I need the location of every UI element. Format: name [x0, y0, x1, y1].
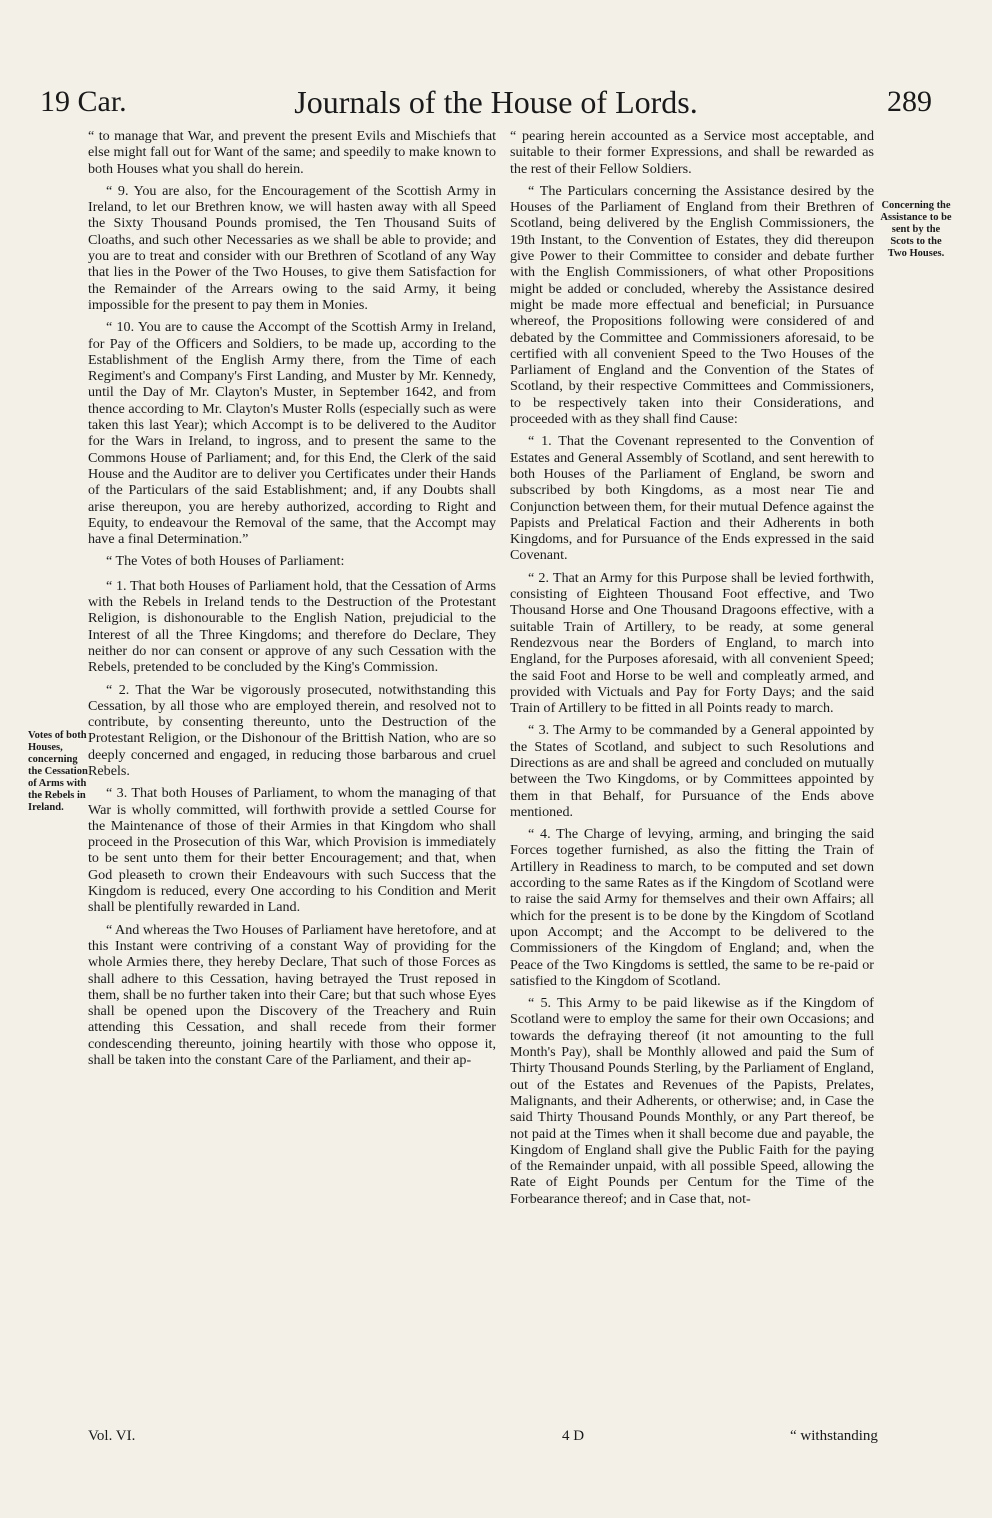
- paragraph: “ 1. That the Covenant represented to the Convention of Estates and General Assembly of Scotland, and sent herewith to both Houses of the Parliament of England, be sworn and subscribed by both Kingdoms, as a most near Tie and Conjunction between them, for their mutual Defence against the Papists and Prelatical Faction and their Adherents in both Kingdoms, and for Pursuance of the Ends expressed in the said Covenant.: [510, 433, 874, 564]
- paragraph: “ 9. You are also, for the Encouragement of the Scottish Army in Ireland, to let our Brethren know, we will hasten away with all Speed the Sixty Thousand Pounds promised, the Ten Thousand Suits of Cloaths, and such other Necessaries as we shall be able to provide; and you are to treat and consider with our Brethren of Scotland of any Way that lies in the Power of the Two Houses, to give them Satisfaction for the Remainder of the Arrears owing to the said Army, it being impossible for the present to pay them in Monies.: [88, 182, 496, 313]
- page-title: Journals of the House of Lords.: [294, 84, 698, 120]
- paragraph: “ pearing herein accounted as a Service most acceptable, and suitable to their former Expressions, and shall be rewarded as the rest of their Fellow Soldiers.: [510, 128, 874, 177]
- margin-note-assistance: Concerning the Assistance to be sent by the Scots to the Two Houses.: [880, 200, 952, 259]
- paragraph: “ 10. You are to cause the Accompt of the Scottish Army in Ireland, for Pay of the Officers and Soldiers, to be made up, according to the Establishment of the English Army there, from the Time of each Regiment's and Company's First Landing, and Muster by Mr. Kennedy, until the Day of Mr. Clayton's Muster, in September 1642, and from thence according to Mr. Clayton's Muster Rolls (especially such as were taken this last Year); which Accompt is to be delivered to the Auditor for the Wars in Ireland, to ingross, and to present the same to the Commons House of Parliament; and, for this End, the Clerk of the said House and the Auditor are to deliver you Certificates under their Hands of the Particulars of the said Establishment; and, if any Doubts shall arise thereupon, you are hereby authorized, according to Right and Equity, to endeavour the Removal of the same, that the Accompt may have a final Determination.”: [88, 319, 496, 548]
- paragraph: “ 1. That both Houses of Parliament hold, that the Cessation of Arms with the Rebels in Ireland tends to the Destruction of the Protestant Religion, is dishonourable to the English Nation, prejudicial to the Interest of all the Three Kingdoms; and therefore do Declare, They neither do nor can consent or approve of any such Cessation with the Rebels, pretended to be concluded by the King's Commission.: [88, 577, 496, 676]
- paragraph: “ 4. The Charge of levying, arming, and bringing the said Forces together furnished, as also the fitting the Train of Artillery in Readiness to march, to be computed and set down according to the same Rates as if the Kingdom of Scotland were to raise the said Army for themselves and their own Affairs; all which for the present is to be done by the Kingdom of Scotland upon Accompt; and the Accompt to be delivered to the Commissioners of the Kingdom of England; and, when the Peace of the Two Kingdoms is settled, the same to be re-paid or satisfied to the Kingdom of Scotland.: [510, 826, 874, 989]
- header-regnal-year: 19 Car.: [40, 85, 127, 118]
- signature-mark: 4 D: [562, 1428, 585, 1444]
- paragraph: “ 2. That the War be vigorously prosecuted, notwithstanding this Cessation, by all those who are employed therein, and resolved not to contribute, by consenting thereunto, unto the Destruction of the Protestant Religion, or the Dishonour of the Brittish Nation, who are so deeply concerned and engaged, in reducing those barbarous and cruel Rebels.: [88, 681, 496, 779]
- right-column: [510, 128, 874, 1428]
- votes-heading: “ The Votes of both Houses of Parliament:: [106, 553, 345, 570]
- paragraph: “ And whereas the Two Houses of Parliament have heretofore, and at this Instant were contriving of a constant Way of providing for the whole Armies there, they hereby Declare, That such of those Forces as shall adhere to this Cessation, having betrayed the Trust reposed in them, shall be no further taken into their Care; but that such whose Eyes shall be opened upon the Discovery of the Treachery and Ruin attending this Cessation, and shall recede from their former condescending thereunto, joining heartily with those who oppose it, shall be taken into the constant Care of the Parliament, and their ap-: [88, 921, 496, 1069]
- paragraph: “ 3. The Army to be commanded by a General appointed by the States of Scotland, and subject to such Resolutions and Directions as are and shall be agreed and concluded on mutually between the Two Kingdoms, or by Committees appointed by them in that Behalf, for Pursuance of the Ends above mentioned.: [510, 722, 874, 820]
- paragraph: “ to manage that War, and prevent the present Evils and Mischiefs that else might fall out for Want of the same; and speedily to make known to both Houses what you shall do herein.: [88, 128, 496, 177]
- page-number: 289: [887, 85, 932, 118]
- paragraph: “ 2. That an Army for this Purpose shall be levied forthwith, consisting of Eighteen Thousand Foot effective, and Two Thousand Horse and One Thousand Dragoons effective, with a suitable Train of Artillery, to be ready, at some general Rendezvous near the Borders of England, to march into England, for the Purposes aforesaid, with all convenient Speed; the said Foot and Horse to be well and compleatly armed, and provided with Victuals and Pay for Forty Days; and the said Train of Artillery to be fitted in all Points ready to march.: [510, 569, 874, 717]
- catchword: “ withstanding: [790, 1428, 878, 1444]
- paragraph: “ The Particulars concerning the Assistance desired by the Houses of the Parliament of England from their Brethren of Scotland, being delivered by the English Commissioners, the 19th Instant, to the Convention of Estates, they did thereupon give Power to their Committee to consider and debate further with the English Commissioners, of what other Propositions might be added or concluded, whereby the Assistance desired might be made more effectual and beneficial; in Pursuance whereof, the Propositions following were considered of and debated by the Committee and Commissioners aforesaid, to be certified with all convenient Speed to the Two Houses of the Parliament of England and the Convention of the States of Scotland, by their respective Committees and Commissioners, to be respectively taken into their Considerations, and proceeded with as they shall find Cause:: [510, 182, 874, 428]
- paragraph: “ 5. This Army to be paid likewise as if the Kingdom of Scotland were to employ the same for their own Occasions; and towards the defraying thereof (it not amounting to the full Month's Pay), shall be Monthly allowed and paid the Sum of Thirty Thousand Pounds Sterling, by the Parliament of England, out of the Estates and Revenues of the Papists, Prelates, Malignants, and their Adherents, or otherwise; and, in Case the said Thirty Thousand Pounds Monthly, or any Part thereof, be not paid at the Times when it shall become due and payable, the Kingdom of England shall give the Public Faith for the paying of the Remainder unpaid, with all possible Speed, allowing the Rate of Eight Pounds per Centum for the Time of the Forbearance thereof; and in Case that, not-: [510, 995, 874, 1207]
- margin-note-votes: Votes of both Houses, concerning the Cessation of Arms with the Rebels in Ireland.: [28, 730, 88, 813]
- left-column: [88, 128, 496, 1438]
- volume-label: Vol. VI.: [88, 1428, 136, 1444]
- paragraph: “ 3. That both Houses of Parliament, to whom the managing of that War is wholly committed, will forthwith provide a settled Course for the Maintenance of those of their Armies in that Kingdom who shall proceed in the Prosecution of this War, which Provision is immediately to be sent unto them for their better Encouragement; and that, when God pleaseth to crown their Endeavours with such Success that the Kingdom is reduced, every One according to his Condition and Merit shall be plentifully rewarded in Land.: [88, 785, 496, 916]
